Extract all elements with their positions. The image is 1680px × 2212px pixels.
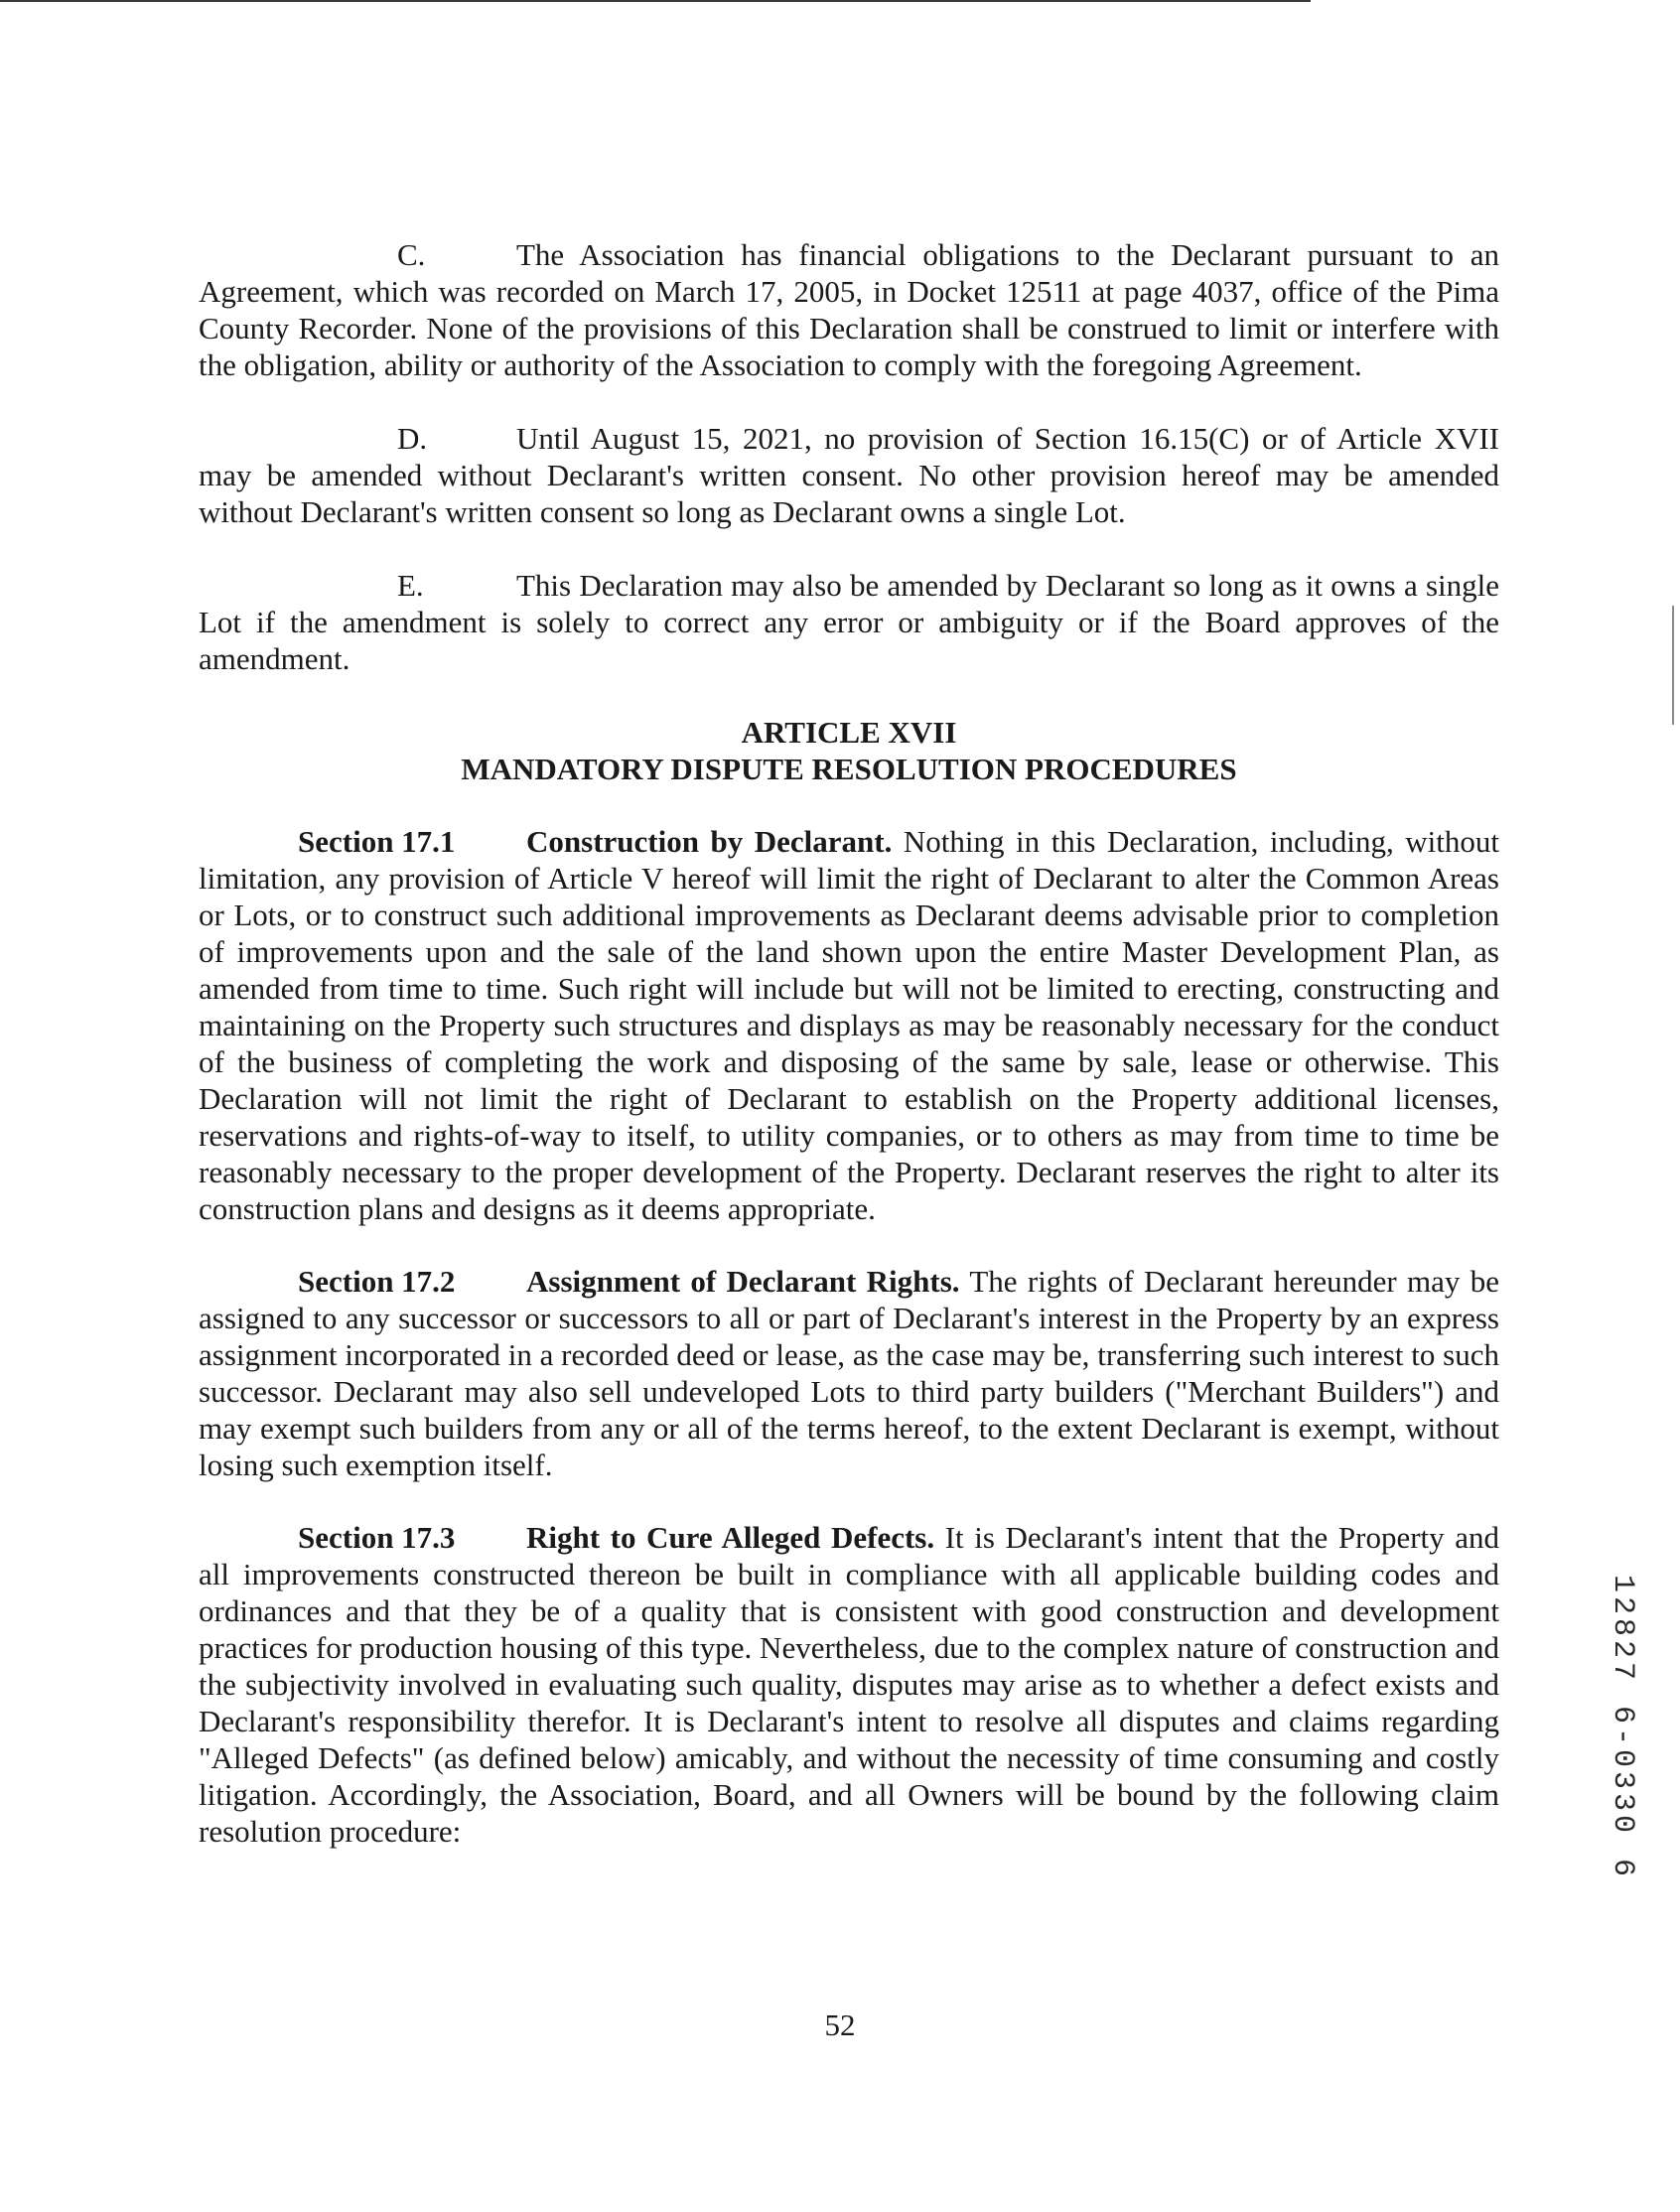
section-17-3 [199,1519,1499,1850]
document-body [199,236,1499,1885]
paragraph-d-label: D. [397,421,428,456]
paragraph-c [199,236,1499,383]
section-text: Nothing in this Declaration, including, without limitation, any provision of Article V hereof will limit the right of Declarant to alter the Common Areas or Lots, or to construct such additional improvements as Declarant deems advisable prior to completion of improvements upon and the sale of the land shown upon the entire Master Development Plan, as amended from time to time. Such right will include but will not be limited to erecting, constructing and maintaining on the Property such structures and displays as may be reasonably necessary for the conduct of the business of completing the work and disposing of the same by sale, lease or otherwise. This Declaration will not limit the right of Declarant to establish on the Property additional licenses, reservations and rights-of-way to itself, to utility companies, or to others as may from time to time be reasonably necessary to the proper development of the Property. Declarant reserves the right to alter its construction plans and designs as it deems appropriate. [199,824,1499,1226]
section-text: The rights of Declarant hereunder may be assigned to any successor or successors to all or part of Declarant's interest in the Property by an express assignment incorporated in a recorded deed or lease, as the case may be, transferring such interest to such successor. Declarant may also sell undeveloped Lots to third party builders ("Merchant Builders") and may exempt such builders from any or all of the terms hereof, to the extent Declarant is exempt, without losing such exemption itself. [199,1264,1499,1482]
paragraph-d-text: Until August 15, 2021, no provision of Section 16.15(C) or of Article XVII may be amended without Declarant's written consent. No other provision hereof may be amended without Declarant's written consent so long as Declarant owns a single Lot. [199,421,1499,529]
section-17-2 [199,1263,1499,1483]
section-title: Assignment of Declarant Rights. [526,1264,960,1299]
section-17-1 [199,823,1499,1227]
section-number: Section 17.2 [298,1264,456,1299]
section-title: Construction by Declarant. [526,824,893,859]
scan-top-border [0,0,1311,2]
margin-stamp-text: 12827 6-0330 6 [1606,1574,1639,1881]
paragraph-c-text: The Association has financial obligations to the Declarant pursuant to an Agreement, which was recorded on March 17, 2005, in Docket 12511 at page 4037, office of the Pima County Recorder. None of the provisions of this Declaration shall be construed to limit or interfere with the obligation, ability or authority of the Association to comply with the foregoing Agreement. [199,237,1499,382]
recorder-margin-stamp [1593,1574,1652,1881]
article-heading [199,714,1499,787]
scan-edge-mark [1672,606,1674,725]
paragraph-e-text: This Declaration may also be amended by Declarant so long as it owns a single Lot if the amendment is solely to correct any error or ambiguity or if the Board approves of the amendment. [199,568,1499,676]
section-number: Section 17.3 [298,1520,456,1555]
article-title: MANDATORY DISPUTE RESOLUTION PROCEDURES [461,752,1237,786]
paragraph-d [199,420,1499,530]
section-number: Section 17.1 [298,824,456,859]
paragraph-c-label: C. [397,237,426,272]
article-number: ARTICLE XVII [741,715,957,750]
paragraph-e [199,567,1499,677]
paragraph-e-label: E. [397,568,424,603]
page-number: 52 [824,2007,856,2042]
section-text: It is Declarant's intent that the Property and all improvements constructed thereon be built in compliance with all applicable building codes and ordinances and that they be of a quality that is consistent with good construction and development practices for production housing of this type. Nevertheless, due to the complex nature of construction and the subjectivity involved in evaluating such quality, disputes may arise as to whether a defect exists and Declarant's responsibility therefor. It is Declarant's intent to resolve all disputes and claims regarding "Alleged Defects" (as defined below) amicably, and without the necessity of time consuming and costly litigation. Accordingly, the Association, Board, and all Owners will be bound by the following claim resolution procedure: [199,1520,1500,1849]
section-title: Right to Cure Alleged Defects. [526,1520,935,1555]
